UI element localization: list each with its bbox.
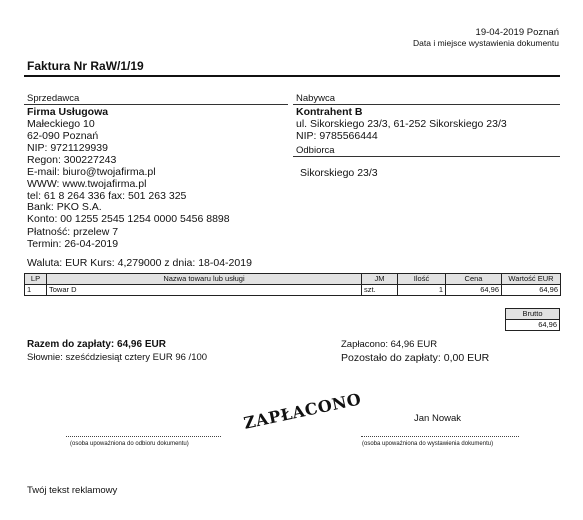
col-lp: LP (25, 274, 47, 285)
buyer-address: ul. Sikorskiego 23/3, 61-252 Sikorskiego 23/3 (296, 118, 507, 130)
buyer-heading: Nabywca (296, 93, 336, 104)
seller-phone: tel: 61 8 264 336 fax: 501 263 325 (27, 190, 187, 202)
seller-nip: NIP: 9721129939 (27, 142, 108, 154)
cell-price: 64,96 (446, 285, 502, 296)
receiver-address: Sikorskiego 23/3 (300, 167, 378, 179)
table-header-row (25, 274, 561, 285)
seller-block (27, 106, 186, 202)
cell-unit: szt. (362, 285, 398, 296)
seller-bank: Bank: PKO S.A. (27, 201, 102, 213)
invoice-title: Faktura Nr RaW/1/19 (27, 59, 144, 73)
col-name: Nazwa towaru lub usługi (47, 274, 362, 285)
paid-stamp: ZAPŁACONO (242, 389, 364, 433)
amount-paid: Zapłacono: 64,96 EUR (341, 339, 438, 350)
buyer-name: Kontrahent B (296, 106, 363, 118)
seller-divider (24, 104, 288, 105)
seller-www: WWW: www.twojafirma.pl (27, 178, 147, 190)
cell-value: 64,96 (502, 285, 561, 296)
seller-street: Małeckiego 10 (27, 118, 95, 130)
issuer-signature-line (361, 436, 519, 437)
seller-email: E-mail: biuro@twojafirma.pl (27, 166, 156, 178)
receiver-divider (293, 156, 560, 157)
items-table (24, 273, 561, 296)
seller-account: Konto: 00 1255 2545 1254 0000 5456 8898 (27, 213, 230, 225)
cell-lp: 1 (25, 285, 47, 296)
seller-regon: Regon: 300227243 (27, 154, 117, 166)
seller-heading: Sprzedawca (27, 93, 80, 104)
receiver-heading: Odbiorca (296, 145, 335, 156)
title-divider (24, 75, 560, 77)
amount-remaining: Pozostało do zapłaty: 0,00 EUR (341, 352, 490, 364)
payment-block (27, 226, 118, 250)
receiver-signature-caption: (osoba upoważniona do odbioru dokumentu) (70, 441, 189, 447)
buyer-divider (293, 104, 560, 105)
brutto-value: 64,96 (506, 320, 560, 331)
payment-method: Płatność: przelew 7 (27, 226, 119, 238)
total-due: Razem do zapłaty: 64,96 EUR (27, 339, 166, 350)
currency-info: Waluta: EUR Kurs: 4,279000 z dnia: 18-04-2019 (27, 257, 252, 269)
bank-block (27, 201, 230, 225)
cell-qty: 1 (398, 285, 446, 296)
seller-city: 62-090 Poznań (27, 130, 99, 142)
col-price: Cena (446, 274, 502, 285)
issue-date-place: 19-04-2019 Poznań (475, 27, 559, 38)
receiver-signature-line (66, 436, 221, 437)
brutto-label: Brutto (506, 309, 560, 320)
issue-date-caption: Data i miejsce wystawienia dokumentu (413, 38, 559, 48)
col-value: Wartość EUR (502, 274, 561, 285)
col-unit: JM (362, 274, 398, 285)
buyer-nip: NIP: 9785566444 (296, 130, 378, 142)
cell-name: Towar D (47, 285, 362, 296)
issuer-name: Jan Nowak (414, 413, 461, 424)
table-row (25, 285, 561, 296)
buyer-block (296, 106, 507, 142)
payment-due: Termin: 26-04-2019 (27, 238, 119, 250)
ad-text: Twój tekst reklamowy (27, 485, 118, 496)
col-qty: Ilość (398, 274, 446, 285)
brutto-table (505, 308, 560, 331)
seller-name: Firma Usługowa (27, 106, 109, 118)
issuer-signature-caption: (osoba upoważniona do wystawienia dokumentu) (362, 441, 494, 447)
total-in-words: Słownie: sześćdziesiąt cztery EUR 96 /100 (27, 352, 208, 363)
